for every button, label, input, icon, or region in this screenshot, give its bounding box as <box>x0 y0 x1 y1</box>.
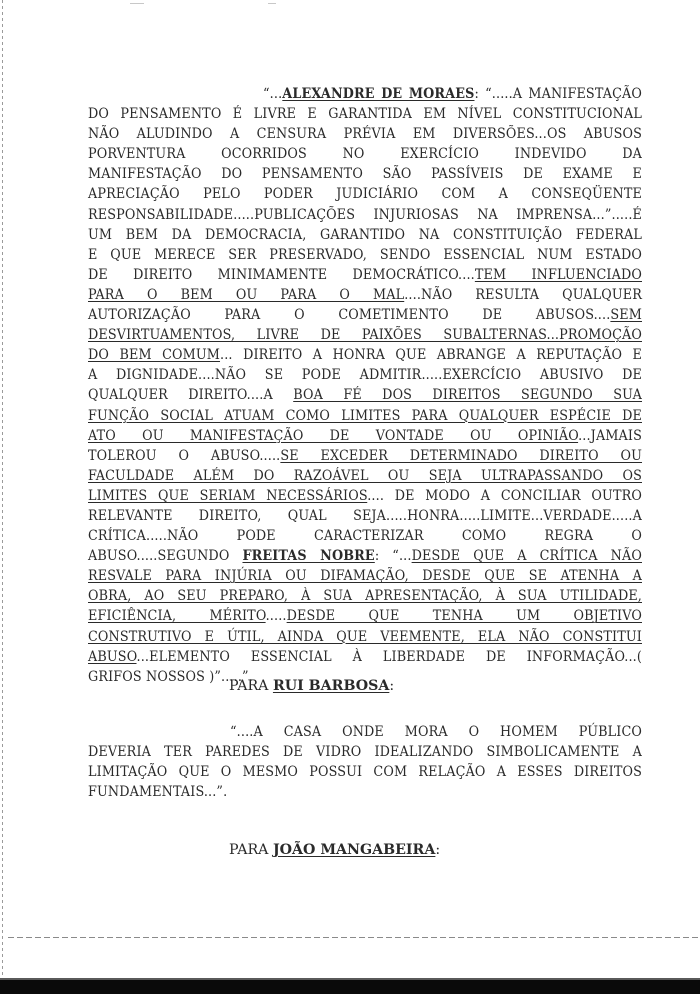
text-run: UM BEM DA DEMOCRACIA, GARANTIDO NA CONSTITUIÇÃO FEDERAL <box>88 226 642 243</box>
author-name: RUI BARBOSA <box>272 678 390 694</box>
underlined-text: ATO OU MANIFESTAÇÃO DE VONTADE OU OPINIÃO <box>88 427 579 444</box>
underlined-text: DO BEM COMUM <box>88 347 221 364</box>
text-line <box>88 546 642 566</box>
underlined-text: FACULDADE ALÉM DO RAZOÁVEL OU SEJA ULTRAPASSANDO OS <box>88 467 642 484</box>
text-line <box>88 184 642 204</box>
text-line <box>88 365 642 385</box>
text-line <box>88 84 642 104</box>
text-run: FUNDAMENTAIS...”. <box>88 784 228 801</box>
underlined-text: DESDE QUE TENHA UM OBJETIVO <box>286 608 642 625</box>
underlined-text: CONSTRUTIVO E ÚTIL, AINDA QUE VEEMENTE, ELA NÃO CONSTITUI <box>88 628 642 645</box>
underlined-text: ABUSO <box>88 648 137 665</box>
text-line <box>88 782 642 802</box>
text-run: RELEVANTE DIREITO, QUAL SEJA.....HONRA.....LIMITE...VERDADE.....A <box>88 507 642 524</box>
text-line <box>88 722 642 742</box>
text-line <box>88 466 642 486</box>
author-name: ALEXANDRE DE MORAES <box>282 86 475 102</box>
text-run: RESPONSABILIDADE.....PUBLICAÇÕES INJURIOSAS NA IMPRENSA...”.....É <box>88 206 642 223</box>
scan-artifact <box>130 3 144 4</box>
underlined-text: TEM INFLUENCIADO <box>474 266 642 283</box>
text-line <box>88 506 642 526</box>
text-run: QUALQUER DIREITO....A <box>88 387 294 404</box>
text-line <box>88 647 642 667</box>
underlined-text: SE EXCEDER DETERMINADO DIREITO OU <box>280 447 643 464</box>
underlined-text: FUNÇÃO SOCIAL ATUAM COMO LIMITES PARA QUALQUER ESPÉCIE DE <box>88 407 642 424</box>
text-line <box>88 205 642 225</box>
underlined-text: DESVIRTUAMENTOS, LIVRE DE PAIXÕES SUBALTERNAS...PROMOÇÃO <box>88 327 642 344</box>
text-run: LIMITAÇÃO QUE O MESMO POSSUI COM RELAÇÃO A ESSES DIREITOS <box>88 764 642 781</box>
text-run: A DIGNIDADE....NÃO SE PODE ADMITIR.....EXERCÍCIO ABUSIVO DE <box>88 367 642 384</box>
text-line <box>88 345 642 365</box>
text-run: TOLEROU O ABUSO..... <box>88 447 281 464</box>
text-run: ...JAMAIS <box>578 427 642 444</box>
text-run: ... DIREITO A HONRA QUE ABRANGE A REPUTAÇÃO E <box>220 347 642 364</box>
text-line <box>88 762 642 782</box>
text-line <box>88 104 642 124</box>
text-line <box>88 606 642 626</box>
text-line <box>88 325 642 345</box>
underlined-text: DESDE QUE A CRÍTICA NÃO <box>411 548 642 565</box>
author-name: JOÃO MANGABEIRA <box>272 842 436 858</box>
heading-prefix: PARA <box>229 678 273 694</box>
text-run: PORVENTURA OCORRIDOS NO EXERCÍCIO INDEVIDO DA <box>88 146 642 163</box>
text-run: : “... <box>374 548 412 565</box>
rui-barbosa-quote <box>88 722 642 802</box>
heading-prefix: PARA <box>229 842 273 858</box>
text-line <box>88 526 642 546</box>
text-run: “....A CASA ONDE MORA O HOMEM PÚBLICO <box>230 724 642 740</box>
underlined-text: RESVALE PARA INJÚRIA OU DIFAMAÇÃO, DESDE QUE SE ATENHA A <box>88 568 642 585</box>
text-line <box>88 164 642 184</box>
text-line <box>88 225 642 245</box>
text-line <box>88 265 642 285</box>
text-run: “... <box>263 86 283 102</box>
text-line <box>88 406 642 426</box>
heading-joao-mangabeira <box>229 840 440 860</box>
text-line <box>88 385 642 405</box>
text-run: ABUSO.....SEGUNDO <box>88 548 243 565</box>
underlined-text: EFICIÊNCIA, MÉRITO <box>88 608 266 625</box>
text-line <box>88 742 642 762</box>
text-run: MANIFESTAÇÃO DO PENSAMENTO SÃO PASSÍVEIS DE EXAME E <box>88 166 642 183</box>
heading-suffix: : <box>435 842 441 858</box>
text-run: ....NÃO RESULTA QUALQUER <box>404 286 642 303</box>
text-line <box>88 305 642 325</box>
text-line <box>88 124 642 144</box>
alexandre-de-moraes-quote <box>88 84 642 687</box>
underlined-text: PARA O BEM OU PARA O MAL <box>88 286 405 303</box>
text-run: E QUE MERECE SER PRESERVADO, SENDO ESSENCIAL NUM ESTADO <box>88 246 642 263</box>
text-run: DE DIREITO MINIMAMENTE DEMOCRÁTICO.... <box>88 266 475 283</box>
heading-suffix: : <box>389 678 395 694</box>
text-run: CRÍTICA.....NÃO PODE CARACTERIZAR COMO REGRA O <box>88 528 642 545</box>
text-line <box>88 486 642 506</box>
underlined-text: BOA FÉ DOS DIREITOS SEGUNDO SUA <box>293 387 642 404</box>
scan-fold-line <box>8 937 700 938</box>
author-name: FREITAS NOBRE <box>242 548 375 565</box>
text-run: DO PENSAMENTO É LIVRE E GARANTIDA EM NÍVEL CONSTITUCIONAL <box>88 106 642 123</box>
underlined-text: LIMITES QUE SERIAM NECESSÁRIOS <box>88 487 368 504</box>
scan-artifact <box>268 3 276 4</box>
scan-bottom-bar <box>0 980 700 994</box>
text-line <box>88 144 642 164</box>
text-run: ..... <box>265 608 287 625</box>
text-line <box>88 426 642 446</box>
text-run: : “.....A MANIFESTAÇÃO <box>474 86 642 102</box>
text-line <box>88 446 642 466</box>
underlined-text: SEM <box>610 307 642 324</box>
text-run: APRECIAÇÃO PELO PODER JUDICIÁRIO COM A CONSEQÜENTE <box>88 186 642 203</box>
text-run: ...ELEMENTO ESSENCIAL À LIBERDADE DE INFORMAÇÃO...( <box>136 648 642 665</box>
text-run: .... DE MODO A CONCILIAR OUTRO <box>367 487 642 504</box>
text-run: NÃO ALUDINDO A CENSURA PRÉVIA EM DIVERSÕES...OS ABUSOS <box>88 126 642 143</box>
underlined-text: OBRA, AO SEU PREPARO, À SUA APRESENTAÇÃO, À SUA UTILIDADE, <box>88 588 642 605</box>
text-line <box>88 245 642 265</box>
text-line <box>88 285 642 305</box>
text-run: AUTORIZAÇÃO PARA O COMETIMENTO DE ABUSOS.... <box>88 307 611 324</box>
text-line <box>88 627 642 647</box>
text-run: DEVERIA TER PAREDES DE VIDRO IDEALIZANDO SIMBOLICAMENTE A <box>88 744 642 761</box>
text-line <box>88 566 642 586</box>
text-run: GRIFOS NOSSOS )”.....”. <box>88 668 253 685</box>
text-line <box>88 586 642 606</box>
scan-left-edge <box>2 0 3 975</box>
heading-rui-barbosa <box>229 676 394 696</box>
